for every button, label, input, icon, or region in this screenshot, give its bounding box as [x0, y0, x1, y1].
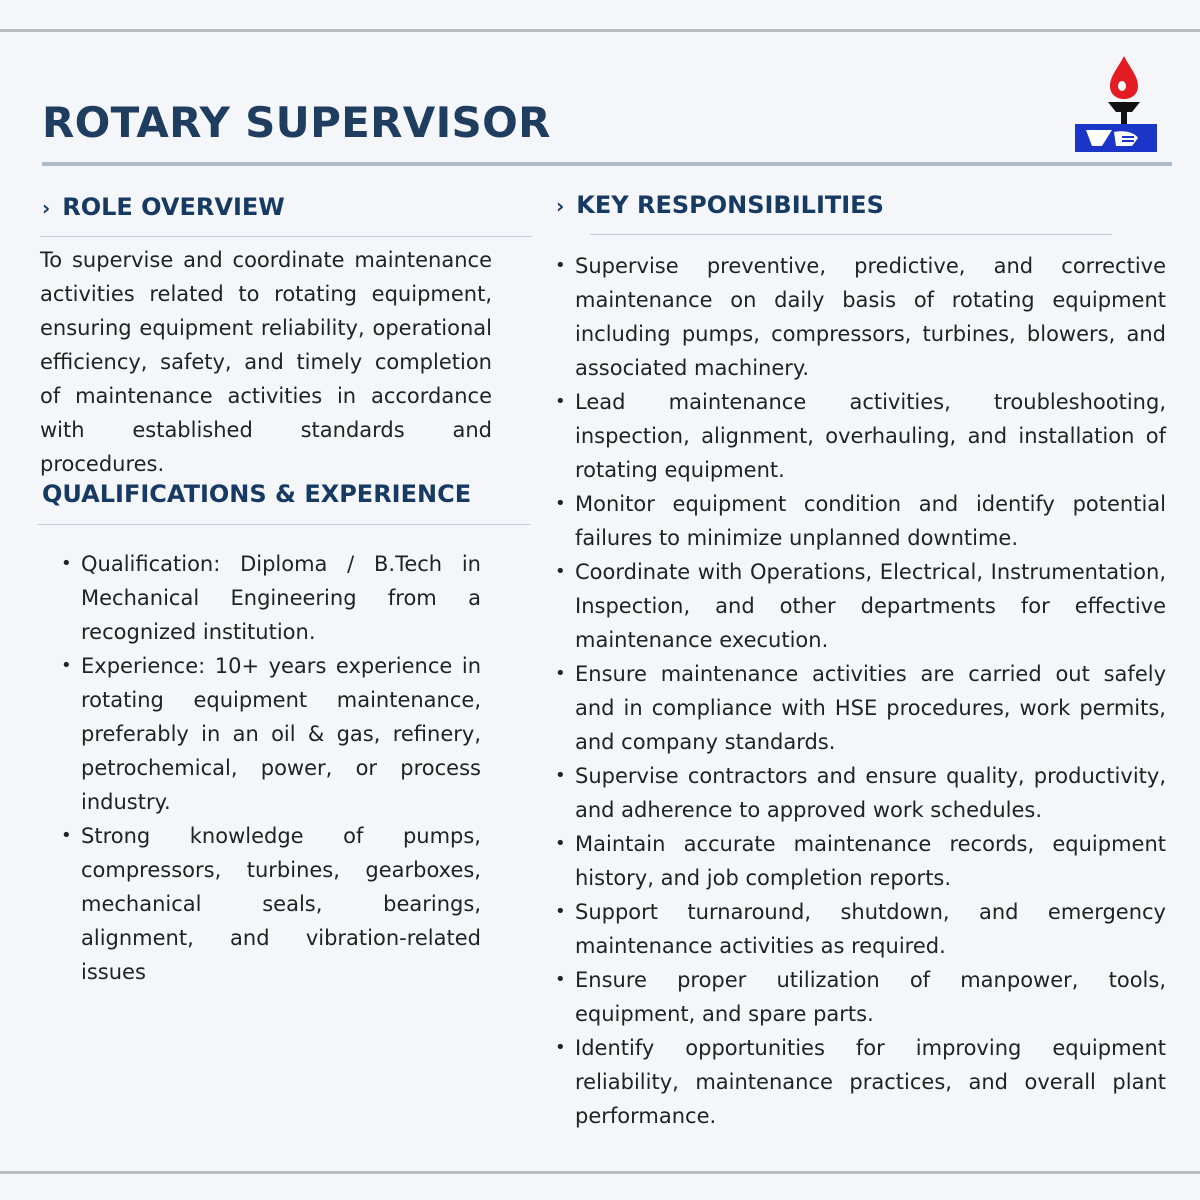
- list-item: • Ensure maintenance activities are carried out safely and in compliance with HSE procedures, work permits, and company standards.: [575, 657, 1166, 759]
- role-overview-text: To supervise and coordinate maintenance activities related to rotating equipment, ensuring equipment reliability, operational efficiency, safety, and timely completion of maintenance activities in accordance with established standards and procedures.: [40, 248, 492, 476]
- list-item: • Supervise contractors and ensure quality, productivity, and adherence to approved work schedules.: [575, 759, 1166, 827]
- list-item: • Qualification: Diploma / B.Tech in Mechanical Engineering from a recognized institution.: [81, 547, 481, 649]
- role-overview-heading-label: ROLE OVERVIEW: [62, 193, 285, 221]
- top-border: [0, 29, 1200, 32]
- list-item: • Monitor equipment condition and identify potential failures to minimize unplanned downtime.: [575, 487, 1166, 555]
- role-overview-divider: [40, 236, 532, 237]
- responsibilities-divider: [590, 234, 1112, 235]
- chevron-right-icon: ›: [556, 194, 565, 218]
- responsibilities-list: [575, 249, 1166, 1133]
- list-item: • Lead maintenance activities, troubleshooting, inspection, alignment, overhauling, and installation of rotating equipment.: [575, 385, 1166, 487]
- oil-drop-torch-logo-icon: [1072, 52, 1158, 156]
- bottom-border: [0, 1171, 1200, 1174]
- list-item: • Support turnaround, shutdown, and emergency maintenance activities as required.: [575, 895, 1166, 963]
- chevron-right-icon: ›: [42, 196, 51, 220]
- list-item: • Strong knowledge of pumps, compressors, turbines, gearboxes, mechanical seals, bearings, alignment, and vibration-related issues: [81, 819, 481, 989]
- list-item: • Experience: 10+ years experience in rotating equipment maintenance, preferably in an oil & gas, refinery, petrochemical, power, or process industry.: [81, 649, 481, 819]
- list-item: • Coordinate with Operations, Electrical, Instrumentation, Inspection, and other departments for effective maintenance execution.: [575, 555, 1166, 657]
- page-title: ROTARY SUPERVISOR: [42, 98, 551, 147]
- responsibilities-heading: [556, 191, 884, 219]
- list-item: • Supervise preventive, predictive, and corrective maintenance on daily basis of rotating equipment including pumps, compressors, turbines, blowers, and associated machinery.: [575, 249, 1166, 385]
- role-overview-heading: [42, 193, 285, 221]
- responsibilities-heading-label: KEY RESPONSIBILITIES: [576, 191, 884, 219]
- qualifications-list: [81, 547, 481, 989]
- list-item: • Identify opportunities for improving equipment reliability, maintenance practices, and overall plant performance.: [575, 1031, 1166, 1133]
- list-item: • Ensure proper utilization of manpower, tools, equipment, and spare parts.: [575, 963, 1166, 1031]
- qualifications-divider: [38, 524, 530, 525]
- qualifications-heading: QUALIFICATIONS & EXPERIENCE: [42, 480, 472, 508]
- list-item: • Maintain accurate maintenance records, equipment history, and job completion reports.: [575, 827, 1166, 895]
- title-divider: [42, 162, 1172, 166]
